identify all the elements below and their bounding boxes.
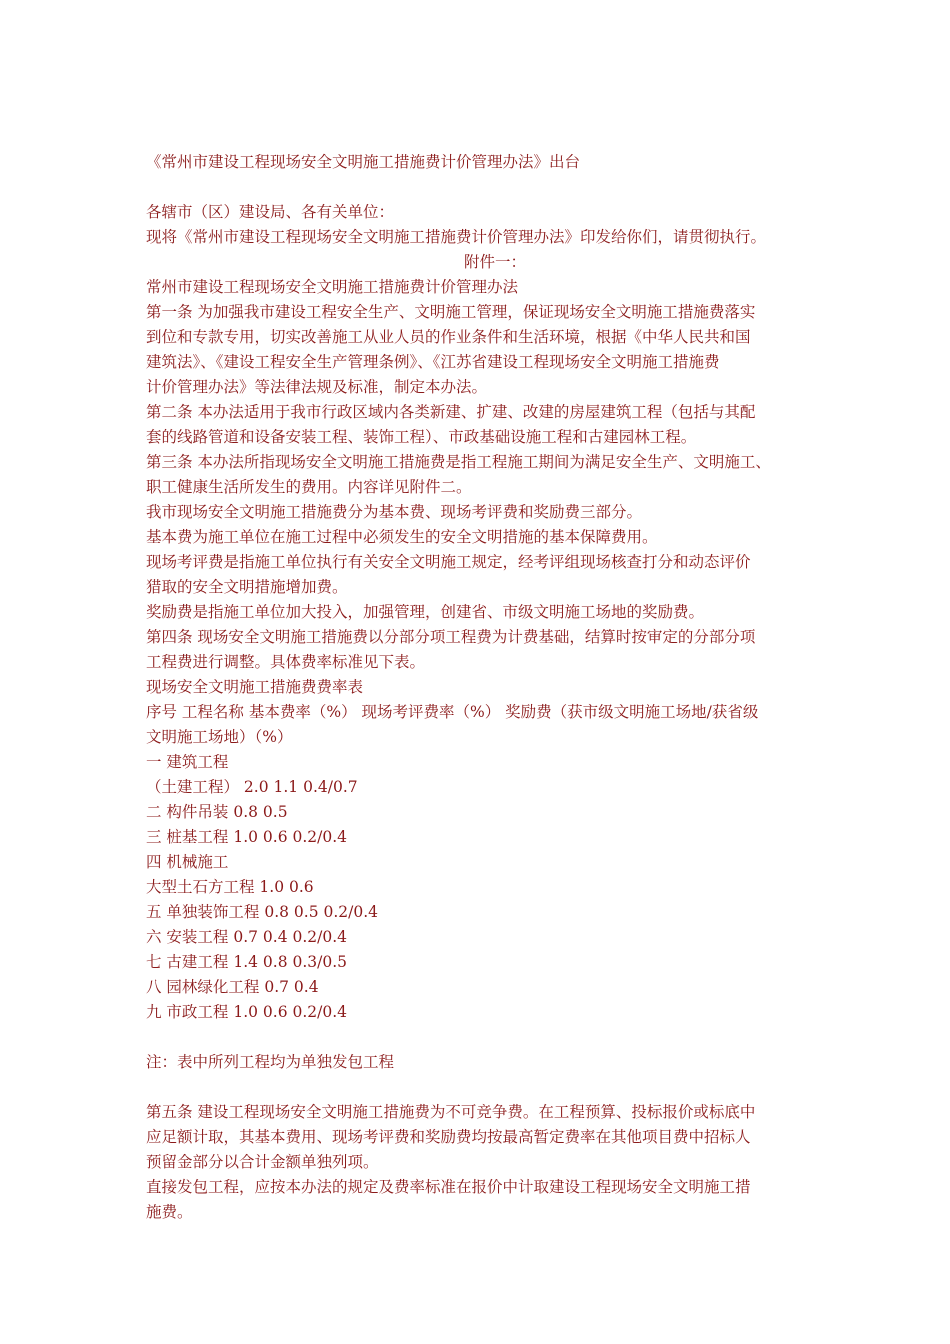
rate-table-row: 九 市政工程 1.0 0.6 0.2/0.4	[146, 1003, 348, 1021]
article-3-line: 职工健康生活所发生的费用。内容详见附件二。	[146, 478, 472, 496]
article-1-line: 第一条 为加强我市建设工程安全生产、文明施工管理，保证现场安全文明施工措施费落实	[146, 303, 756, 321]
rate-table-title: 现场安全文明施工措施费费率表	[146, 678, 364, 696]
article-1-line: 建筑法》、《建设工程安全生产管理条例》、《江苏省建设工程现场安全文明施工措施费	[146, 353, 720, 371]
rate-table-row: 二 构件吊装 0.8 0.5	[146, 803, 288, 821]
eval-fee-line: 猎取的安全文明措施增加费。	[146, 578, 348, 596]
article-2-line: 第二条 本办法适用于我市行政区域内各类新建、扩建、改建的房屋建筑工程（包括与其配	[146, 403, 756, 421]
reward-fee-paragraph: 奖励费是指施工单位加大投入，加强管理，创建省、市级文明施工场地的奖励费。	[146, 603, 705, 621]
intro-paragraph: 现将《常州市建设工程现场安全文明施工措施费计价管理办法》印发给你们，请贯彻执行。	[146, 228, 767, 246]
direct-contract-line: 直接发包工程，应按本办法的规定及费率标准在报价中计取建设工程现场安全文明施工措	[146, 1178, 751, 1196]
attachment-label: 附件一：	[463, 253, 526, 271]
rate-table-row: 七 古建工程 1.4 0.8 0.3/0.5	[146, 953, 348, 971]
article-3-line: 第三条 本办法所指现场安全文明施工措施费是指工程施工期间为满足安全生产、文明施工、	[146, 453, 771, 471]
rate-table-row: 三 桩基工程 1.0 0.6 0.2/0.4	[146, 828, 348, 846]
table-note: 注：表中所列工程均为单独发包工程	[146, 1053, 395, 1071]
article-5-line: 第五条 建设工程现场安全文明施工措施费为不可竞争费。在工程预算、投标报价或标底中	[146, 1103, 756, 1121]
rate-table-header: 序号 工程名称 基本费率（%） 现场考评费率（%） 奖励费（获市级文明施工场地/获省级	[146, 703, 759, 721]
regulation-title: 常州市建设工程现场安全文明施工措施费计价管理办法	[146, 278, 519, 296]
rate-table-row: 一 建筑工程	[146, 753, 229, 771]
eval-fee-line: 现场考评费是指施工单位执行有关安全文明施工规定，经考评组现场核查打分和动态评价	[146, 553, 751, 571]
rate-table-row: （土建工程） 2.0 1.1 0.4/0.7	[146, 778, 358, 796]
article-4-line: 第四条 现场安全文明施工措施费以分部分项工程费为计费基础，结算时按审定的分部分项	[146, 628, 756, 646]
rate-table-row: 五 单独装饰工程 0.8 0.5 0.2/0.4	[146, 903, 379, 921]
article-2-line: 套的线路管道和设备安装工程、装饰工程）、市政基础设施工程和古建园林工程。	[146, 428, 697, 446]
article-4-line: 工程费进行调整。具体费率标准见下表。	[146, 653, 426, 671]
rate-table-row: 八 园林绿化工程 0.7 0.4	[146, 978, 319, 996]
article-5-line: 应足额计取，其基本费用、现场考评费和奖励费均按最高暂定费率在其他项目费中招标人	[146, 1128, 751, 1146]
document-title: 《常州市建设工程现场安全文明施工措施费计价管理办法》出台	[146, 153, 581, 171]
rate-table-row: 大型土石方工程 1.0 0.6	[146, 878, 314, 896]
article-5-line: 预留金部分以合计金额单独列项。	[146, 1153, 379, 1171]
basic-fee-paragraph: 基本费为施工单位在施工过程中必须发生的安全文明措施的基本保障费用。	[146, 528, 658, 546]
salutation: 各辖市（区）建设局、各有关单位：	[146, 203, 395, 221]
rate-table-row: 四 机械施工	[146, 853, 229, 871]
rate-table-header: 文明施工场地）（%）	[146, 728, 293, 746]
direct-contract-line: 施费。	[146, 1203, 193, 1221]
rate-table-row: 六 安装工程 0.7 0.4 0.2/0.4	[146, 928, 348, 946]
article-1-line: 计价管理办法》等法律法规及标准，制定本办法。	[146, 378, 488, 396]
article-1-line: 到位和专款专用，切实改善施工从业人员的作业条件和生活环境，根据《中华人民共和国	[146, 328, 751, 346]
fee-parts-paragraph: 我市现场安全文明施工措施费分为基本费、现场考评费和奖励费三部分。	[146, 503, 643, 521]
